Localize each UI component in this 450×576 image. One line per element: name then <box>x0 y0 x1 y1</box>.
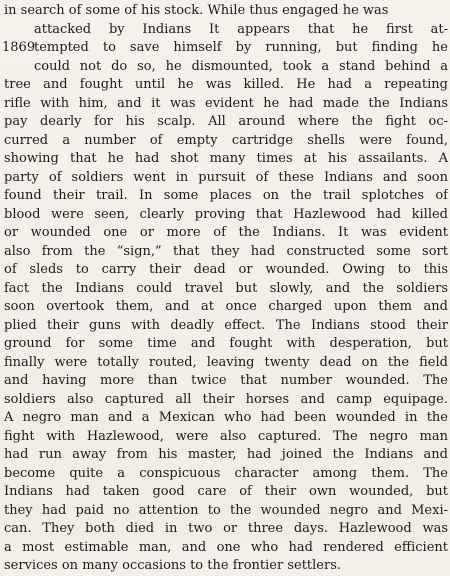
text-line-4: could not do so, he dismounted, took a stand behind a <box>34 58 448 74</box>
text-line-14: also from the “sign,” that they had constructed some sort <box>4 243 448 259</box>
text-line-3: tempted to save himself by running, but finding he <box>34 40 448 55</box>
text-column <box>4 2 448 576</box>
text-line-29: can. They both died in two or three days. Hazlewood was <box>4 521 448 536</box>
text-line-28: they had paid no attention to the wounded negro and Mexi- <box>4 502 448 518</box>
text-line-15: of sleds to carry their dead or wounded. Owing to this <box>4 262 448 277</box>
text-line-26: become quite a conspicuous character among them. The <box>4 465 448 481</box>
text-line-20: finally were totally routed, leaving twenty dead on the field <box>4 354 448 370</box>
text-line-10: party of soldiers went in pursuit of these Indians and soon <box>4 169 448 185</box>
text-line-31: services on many occasions to the frontier settlers. <box>4 558 342 573</box>
text-line-5: tree and fought until he was killed. He had a repeating <box>4 77 448 92</box>
text-line-30: a most estimable man, and one who had rendered efficient <box>4 539 448 555</box>
text-line-12: blood were seen, clearly proving that Hazlewood had killed <box>4 206 448 222</box>
text-line-9: showing that he had shot many times at his assailants. A <box>4 151 448 166</box>
text-line-18: plied their guns with deadly effect. The Indians stood their <box>4 317 448 333</box>
text-line-7: pay dearly for his scalp. All around where the fight oc- <box>4 114 448 129</box>
text-line-19: ground for some time and fought with desperation, but <box>4 336 448 351</box>
text-line-6: rifle with him, and it was evident he had made the Indians <box>4 95 448 111</box>
text-line-8: curred a number of empty cartridge shells were found, <box>4 132 448 148</box>
margin-year: 1869 <box>2 40 36 55</box>
text-line-24: fight with Hazlewood, were also captured. The negro man <box>4 428 448 444</box>
text-line-2: attacked by Indians It appears that he first at- <box>34 21 448 37</box>
text-line-11: found their trail. In some places on the trail splotches of <box>4 188 448 203</box>
text-line-16: fact the Indians could travel but slowly, and the soldiers <box>4 280 448 296</box>
text-line-22: soldiers also captured all their horses and camp equipage. <box>4 391 448 407</box>
text-line-21: and having more than twice that number wounded. The <box>4 373 448 388</box>
text-line-25: had run away from his master, had joined the Indians and <box>4 447 448 462</box>
text-line-27: Indians had taken good care of their own wounded, but <box>4 484 448 499</box>
text-line-17: soon overtook them, and at once charged upon them and <box>4 299 448 314</box>
text-line-23: A negro man and a Mexican who had been wounded in the <box>4 410 448 425</box>
text-line-13: or wounded one or more of the Indians. It was evident <box>4 225 448 240</box>
text-line-1: in search of some of his stock. While thus engaged he was <box>4 3 389 18</box>
